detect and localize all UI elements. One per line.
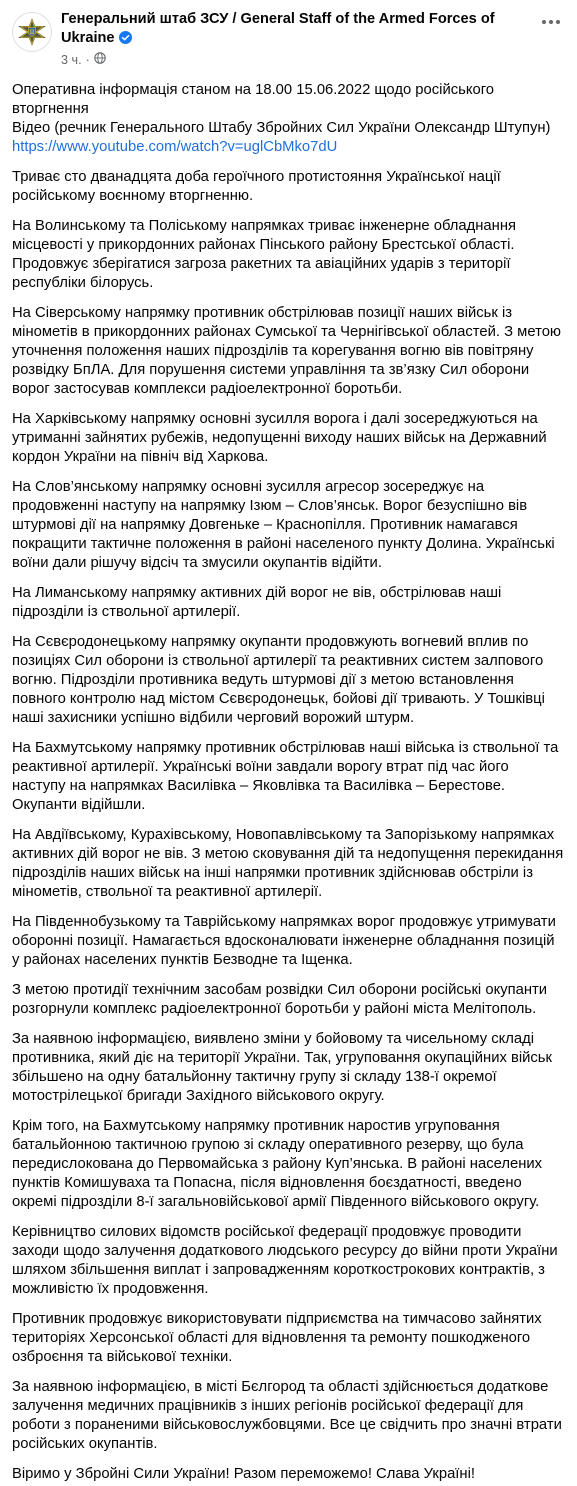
- paragraph: Противник продовжує використовувати підприємства на тимчасово зайнятих територіях Херсонської області для відновлення та ремонту пошкодженого озброєння та військової техніки.: [12, 1311, 542, 1365]
- more-options-button[interactable]: [537, 10, 565, 34]
- globe-icon[interactable]: [94, 52, 106, 68]
- post-meta: [61, 52, 529, 68]
- post-body: [12, 81, 565, 1484]
- more-options-icon: [541, 19, 561, 25]
- header-text: [61, 10, 529, 68]
- intro-title: Оперативна інформація станом на 18.00 15.06.2022 щодо російського вторгнення: [12, 82, 494, 117]
- video-link[interactable]: https://www.youtube.com/watch?v=uglCbMko7dU: [12, 139, 338, 155]
- paragraph: На Слов’янському напрямку основні зусилля агресор зосереджує на продовженні наступу на напрямку Ізюм – Слов’янськ. Ворог безуспішно вів штурмові дії на напрямку Довгеньке – Краснопілля. Противник намагався покращити тактичне положення в районі населеного пункту Долина. Українські воїни дали рішучу відсіч та змусили окупантів відійти.: [12, 479, 555, 571]
- page-name[interactable]: Генеральний штаб ЗСУ / General Staff of the Armed Forces of Ukraine: [61, 11, 495, 46]
- paragraph: Триває сто дванадцята доба героїчного протистояння Української нації російському воєнному вторгненню.: [12, 169, 501, 204]
- post-time[interactable]: 3 ч.: [61, 53, 82, 67]
- paragraph: На Сіверському напрямку противник обстрілював позиції наших військ із мінометів в прикордонних районах Сумської та Чернігівської областей. З метою уточнення положення наших підрозділів та корегування вогню вів повітряну розвідку БпЛА. Для порушення системи управління та зв’язку Сил оборони ворог застосував комплекси радіоелектронної боротьби.: [12, 305, 562, 397]
- paragraph: На Сєвєродонецькому напрямку окупанти продовжують вогневий вплив по позиціях Сил оборони із ствольної артилерії та реактивних систем залпового вогню. Підрозділи противника ведуть штурмові дії з метою встановлення повного контролю над містом Сєвєродонецьк, бойові дії тривають. У Тошківці наші захисники успішно відбили черговий ворожий штурм.: [12, 634, 545, 726]
- post-intro: [12, 81, 565, 157]
- paragraph: На Лиманському напрямку активних дій ворог не вів, обстрілював наші підрозділи із ствольної артилерії.: [12, 585, 502, 620]
- paragraph: На Харківському напрямку основні зусилля ворога і далі зосереджуються на утриманні зайнятих рубежів, недопущенні виходу наших військ на Державний кордон України на північ від Харкова.: [12, 411, 547, 465]
- paragraph: За наявною інформацією, в місті Бєлгород та області здійснюється додаткове залучення медичних працівників з інших регіонів російської федерації для роботи з пораненими військовослужбовцями. Все це свідчить про значні втрати російських окупантів.: [12, 1379, 562, 1452]
- general-staff-emblem-icon: [16, 16, 48, 48]
- intro-video-caption: Відео (речник Генерального Штабу Збройних Сил України Олександр Штупун): [12, 120, 551, 136]
- paragraph: На Бахмутському напрямку противник обстрілював наші війська із ствольної та реактивної артилерії. Українські воїни завдали ворогу втрат під час його наступу на напрямках Василівка – Яковлівка та Василівка – Берестове. Окупанти відійшли.: [12, 740, 559, 813]
- paragraph: За наявною інформацією, виявлено зміни у бойовому та чисельному складі противника, який діє на території України. Так, угруповання окупаційних військ збільшено на одну батальйонну тактичну групу зі складу 138-ї окремої мотострілецької бригади Західного військового округу.: [12, 1031, 552, 1104]
- paragraph: Крім того, на Бахмутському напрямку противник наростив угруповання батальйонною тактичною групою зі складу оперативного резерву, що була передислокована до Первомайська з району Куп’янська. В районі населених пунктів Комишуваха та Попасна, після відновлення боєздатності, введено окремі підрозділи 8-ї загальновійськової армії Південного військового округу.: [12, 1118, 543, 1210]
- meta-separator: ·: [85, 53, 90, 67]
- paragraph: На Авдіївському, Курахівському, Новопавлівському та Запорізькому напрямках активних дій ворог не вів. З метою сковування дій та недопущення перекидання підрозділів наших військ на інші напрямки противник здійснював обстріли із мінометів, ствольної та реактивної артилерії.: [12, 827, 564, 900]
- paragraph: На Південнобузькому та Таврійському напрямках ворог продовжує утримувати оборонні позиції. Намагається вдосконалювати інженерне обладнання позицій у районах населених пунктів Безводне та Іщенка.: [12, 914, 556, 968]
- closing-paragraph: Віримо у Збройні Сили України! Разом переможемо! Слава Україні!: [12, 1466, 475, 1482]
- paragraph: Керівництво силових відомств російської федерації продовжує проводити заходи щодо залучення додаткового людського ресурсу до війни проти України шляхом збільшення виплат і запровадженням короткострокових контрактів, з можливістю їх продовження.: [12, 1224, 558, 1297]
- post-header: [12, 10, 565, 72]
- paragraph: З метою протидії технічним засобам розвідки Сил оборони російські окупанти розгорнули комплекс радіоелектронної боротьби у районі міста Мелітополь.: [12, 982, 548, 1017]
- verified-badge-icon: [119, 31, 132, 49]
- page-avatar[interactable]: [12, 12, 52, 52]
- paragraph: На Волинському та Поліському напрямках триває інженерне обладнання місцевості у прикордонних районах Пінського району Брестської області. Продовжує зберігатися загроза ракетних та авіаційних ударів з території республіки білорусь.: [12, 218, 517, 291]
